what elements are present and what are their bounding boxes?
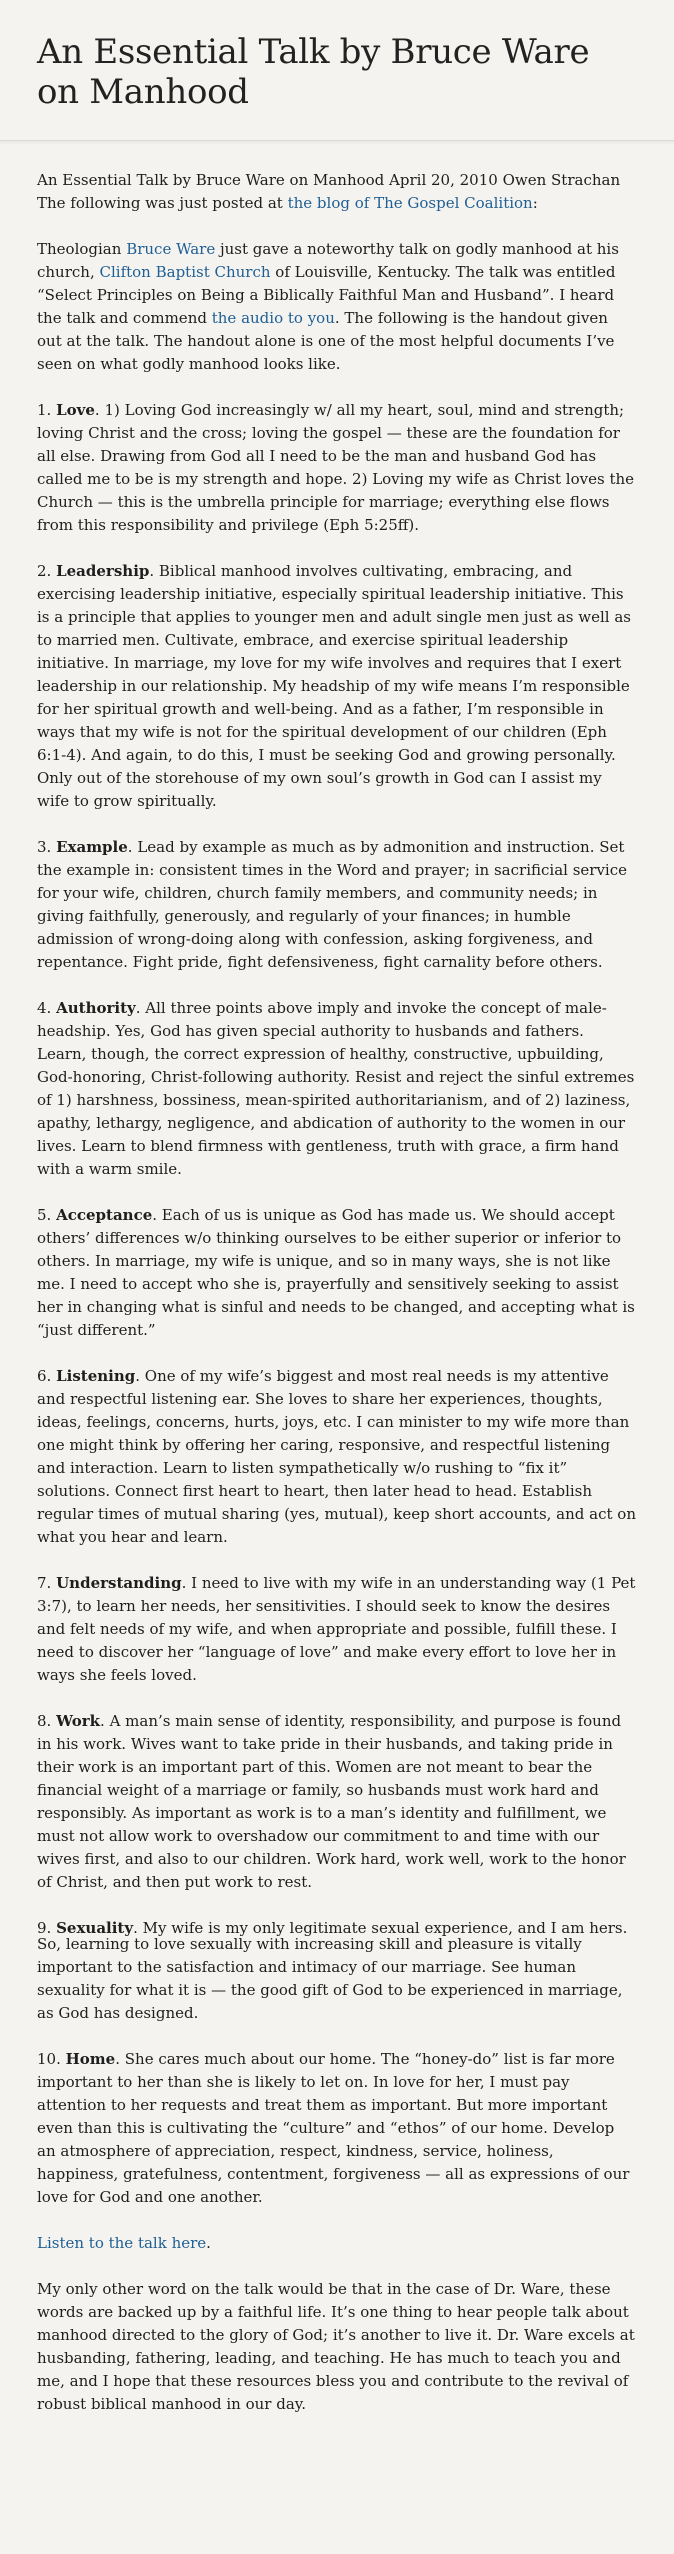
- point-understanding: [37, 1572, 637, 1687]
- point-leadership: [37, 560, 637, 813]
- page-title: An Essential Talk by Bruce Ware on Manhood: [37, 32, 590, 112]
- point-text-continued: So, learning to love sexually with increasing skill and pleasure is vitally important to the satisfaction and intimacy of our marriage. See human sexuality for what it is — the good gift of God to be experienced in marriage, as God has designed.: [37, 1935, 623, 2022]
- point-number: 1.: [37, 401, 57, 419]
- point-text: . My wife is my only legitimate sexual experience, and I am hers.: [133, 1919, 628, 1937]
- point-heading: Authority: [56, 999, 136, 1017]
- point-text: . All three points above imply and invoke the concept of male-headship. Yes, God has given special authority to husbands and fathers. Learn, though, the correct expression of healthy, constructive, upbuilding, God-honoring, Christ-following authority. Resist and reject the sinful extremes of 1) harshness, bossiness, mean-spirited authoritarianism, and of 2) laziness, apathy, lethargy, negligence, and abdication of authority to the women in our lives. Learn to blend firmness with gentleness, truth with grace, a firm hand with a warm smile.: [37, 999, 635, 1178]
- closing-paragraph: My only other word on the talk would be that in the case of Dr. Ware, these words are backed up by a faithful life. It’s one thing to hear people talk about manhood directed to the glory of God; it’s another to live it. Dr. Ware excels at husbanding, fathering, leading, and teaching. He has much to teach you and me, and I hope that these resources bless you and contribute to the revival of robust biblical manhood in our day.: [37, 2280, 635, 2413]
- listen-tail: .: [206, 2234, 211, 2252]
- point-text: . Biblical manhood involves cultivating, embracing, and exercising leadership initiative, especially spiritual leadership initiative. This is a principle that applies to younger men and adult single men just as well as to married men. Cultivate, embrace, and exercise spiritual leadership initiative. In marriage, my love for my wife involves and requires that I exert leadership in our relationship. My headship of my wife means I’m responsible for her spiritual growth and well-being. And as a father, I’m responsible in ways that my wife is not for the spiritual development of our children (Eph 6:1-4). And again, to do this, I must be seeking God and growing personally. Only out of the storehouse of my own soul’s growth in God can I assist my wife to grow spiritually.: [37, 562, 631, 810]
- point-authority: [37, 997, 637, 1181]
- point-text: . Each of us is unique as God has made us. We should accept others’ differences w/o thinking ourselves to be either superior or inferior to others. In marriage, my wife is unique, and so in many ways, she is not like me. I need to accept who she is, prayerfully and sensitively seeking to assist her in changing what is sinful and needs to be changed, and accepting what is “just different.”: [37, 1206, 635, 1339]
- point-heading: Love: [56, 401, 95, 419]
- point-example: [37, 836, 637, 974]
- point-text: . 1) Loving God increasingly w/ all my heart, soul, mind and strength; loving Christ and the cross; loving the gospel — these are the foundation for all else. Drawing from God all I need to be the man and husband God has called me to be is my strength and hope. 2) Loving my wife as Christ loves the Church — this is the umbrella principle for marriage; everything else flows from this responsibility and privilege (Eph 5:25ff).: [37, 401, 635, 534]
- audio-link[interactable]: the audio to you: [211, 309, 335, 327]
- point-acceptance: [37, 1204, 637, 1342]
- point-sexuality: [37, 1917, 637, 2025]
- intro-paragraph: [37, 238, 637, 376]
- article-body: [0, 141, 674, 2459]
- post-meta: [37, 169, 637, 215]
- post-source-text: The following was just posted at: [37, 194, 288, 212]
- listen-paragraph: [37, 2232, 637, 2255]
- point-number: 2.: [37, 562, 57, 580]
- point-work: [37, 1710, 637, 1894]
- clifton-baptist-link[interactable]: Clifton Baptist Church: [99, 263, 271, 281]
- listen-talk-link[interactable]: Listen to the talk here: [37, 2234, 207, 2252]
- intro-text-2: just gave a noteworthy talk on godly manhood at his church,: [37, 240, 619, 281]
- point-text: . I need to live with my wife in an understanding way (1 Pet 3:7), to learn her needs, her sensitivities. I should seek to know the desires and felt needs of my wife, and when appropriate and possible, fulfill these. I need to discover her “language of love” and make every effort to love her in ways she feels loved.: [37, 1574, 636, 1684]
- intro-text-4: . The following is the handout given out at the talk. The handout alone is one of the most helpful documents I’ve seen on what godly manhood looks like.: [37, 309, 615, 373]
- point-number: 3.: [37, 838, 57, 856]
- point-text: . One of my wife’s biggest and most real needs is my attentive and respectful listening ear. She loves to share her experiences, thoughts, ideas, feelings, concerns, hurts, joys, etc. I can minister to my wife more than one might think by offering her caring, responsive, and respectful listening and interaction. Learn to listen sympathetically w/o rushing to “fix it” solutions. Connect first heart to heart, then later head to head. Establish regular times of mutual sharing (yes, mutual), keep short accounts, and act on what you hear and learn.: [37, 1367, 636, 1546]
- point-number: 10.: [37, 2050, 66, 2068]
- page-header: [0, 0, 674, 141]
- point-love: [37, 399, 637, 537]
- point-heading: Understanding: [56, 1574, 182, 1592]
- intro-text-1: Theologian: [37, 240, 127, 258]
- gospel-coalition-link[interactable]: the blog of The Gospel Coalition: [287, 194, 533, 212]
- point-number: 4.: [37, 999, 57, 1017]
- point-number: 6.: [37, 1367, 57, 1385]
- point-text: . Lead by example as much as by admonition and instruction. Set the example in: consistent times in the Word and prayer; in sacrificial service for your wife, children, church family members, and community needs; in giving faithfully, generously, and regularly of your finances; in humble admission of wrong-doing along with confession, asking forgiveness, and repentance. Fight pride, fight defensiveness, fight carnality before others.: [37, 838, 628, 971]
- point-heading: Sexuality: [56, 1919, 134, 1937]
- point-number: 7.: [37, 1574, 57, 1592]
- point-heading: Leadership: [56, 562, 150, 580]
- point-home: [37, 2048, 637, 2209]
- post-source-colon: :: [532, 194, 538, 212]
- point-text: . A man’s main sense of identity, responsibility, and purpose is found in his work. Wives want to take pride in their husbands, and taking pride in their work is an important part of this. Women are not meant to bear the financial weight of a marriage or family, so husbands must work hard and responsibly. As important as work is to a man’s identity and fulfillment, we must not allow work to overshadow our commitment to and time with our wives first, and also to our children. Work hard, work well, work to the honor of Christ, and then put work to rest.: [37, 1712, 626, 1891]
- post-byline: An Essential Talk by Bruce Ware on Manhood April 20, 2010 Owen Strachan: [37, 171, 621, 189]
- point-heading: Work: [56, 1712, 101, 1730]
- bruce-ware-link[interactable]: Bruce Ware: [126, 240, 216, 258]
- point-heading: Example: [56, 838, 128, 856]
- point-text: . She cares much about our home. The “honey-do” list is far more important to her than she is likely to let on. In love for her, I must pay attention to her requests and treat them as important. But more important even than this is cultivating the “culture” and “ethos” of our home. Develop an atmosphere of appreciation, respect, kindness, service, holiness, happiness, gratefulness, contentment, forgiveness — all as expressions of our love for God and one another.: [37, 2050, 630, 2206]
- point-listening: [37, 1365, 637, 1549]
- point-number: 8.: [37, 1712, 57, 1730]
- point-number: 5.: [37, 1206, 57, 1224]
- point-heading: Listening: [56, 1367, 136, 1385]
- intro-text-3: of Louisville, Kentucky. The talk was entitled “Select Principles on Being a Biblically Faithful Man and Husband”. I heard the talk and commend: [37, 263, 616, 327]
- point-heading: Home: [65, 2050, 116, 2068]
- point-heading: Acceptance: [56, 1206, 153, 1224]
- point-number: 9.: [37, 1919, 57, 1937]
